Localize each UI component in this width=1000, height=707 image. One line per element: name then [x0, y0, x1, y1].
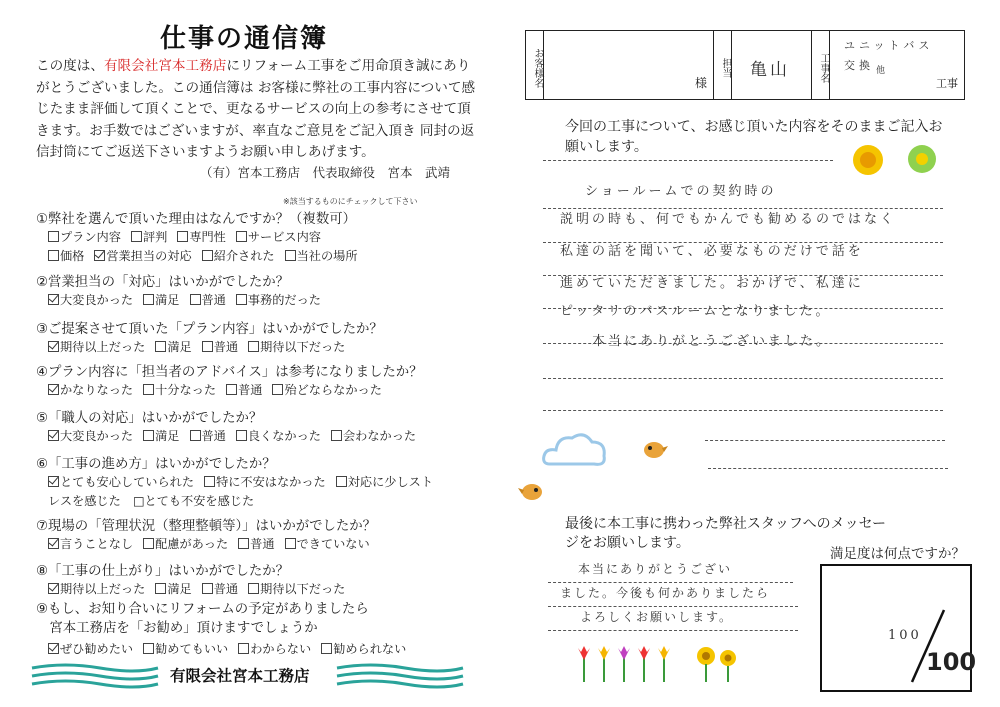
checked-checkbox[interactable]	[48, 583, 59, 594]
checkbox[interactable]	[331, 430, 342, 441]
option	[48, 475, 194, 489]
checkbox[interactable]	[143, 538, 154, 549]
checkbox[interactable]	[238, 538, 249, 549]
option	[48, 429, 133, 443]
handwritten-impression-line: 説明の時も、何でもかんでも勧めるのではなく	[560, 212, 897, 227]
staff-value: 亀山	[750, 60, 790, 80]
question-1: ①弊社を選んで頂いた理由はなんですか？（複数可）	[36, 212, 356, 227]
option-label: 満足	[155, 429, 180, 443]
option	[321, 642, 406, 656]
option	[190, 293, 226, 307]
question-1-options	[48, 228, 331, 245]
option-label: 満足	[167, 340, 192, 354]
writing-line	[705, 440, 945, 441]
wave-decoration-left	[30, 660, 160, 690]
option-label: 満足	[167, 582, 192, 596]
option	[190, 429, 226, 443]
check-note: ※該当するものにチェックして下さい	[283, 197, 418, 206]
question-2: ②営業担当の「対応」はいかがでしたか？	[36, 275, 290, 290]
checkbox[interactable]	[285, 538, 296, 549]
option	[202, 249, 275, 263]
option-label: かなりなった	[60, 383, 134, 397]
checkbox[interactable]	[143, 294, 154, 305]
writing-line	[543, 410, 943, 411]
option-label: 紹介された	[213, 249, 275, 263]
bird-icon	[640, 438, 670, 462]
question-5: ⑤「職人の対応」はいかがでしたか？	[36, 411, 263, 426]
option	[236, 429, 321, 443]
work-label: 工事名	[812, 31, 830, 99]
option-label: 大変良かった	[60, 429, 134, 443]
option	[248, 582, 345, 596]
option-label: レスを感じた □とても不安を感じた	[48, 494, 255, 508]
option	[143, 537, 228, 551]
checkbox[interactable]	[143, 384, 154, 395]
option-label: 専門性	[189, 230, 226, 244]
question-1-options	[48, 247, 368, 264]
handwritten-message-line: よろしくお願いします。	[580, 610, 734, 624]
option-label: 期待以上だった	[60, 582, 146, 596]
option-label: 期待以下だった	[260, 340, 346, 354]
option	[177, 230, 226, 244]
checkbox[interactable]	[202, 250, 213, 261]
option-label: 対応に少しスト	[347, 475, 434, 489]
checkbox[interactable]	[236, 294, 247, 305]
work-suffix: 工事	[936, 77, 958, 90]
option-label: 普通	[201, 293, 226, 307]
checkbox[interactable]	[155, 583, 166, 594]
checked-checkbox[interactable]	[48, 294, 59, 305]
option-label: 大変良かった	[60, 293, 134, 307]
option-label: 普通	[201, 429, 226, 443]
checkbox[interactable]	[236, 231, 247, 242]
question-6-options	[48, 492, 264, 509]
checked-checkbox[interactable]	[48, 476, 59, 487]
message-prompt: 最後に本工事に携わった弊社スタッフへのメッセージをお願いします。	[565, 516, 887, 551]
writing-line	[543, 378, 943, 379]
option	[238, 537, 274, 551]
handwritten-impression-line: ショールームでの契約時の	[585, 184, 777, 199]
question-5-options	[48, 427, 426, 444]
checkbox[interactable]	[190, 430, 201, 441]
staff-cell	[732, 31, 812, 99]
writing-line	[548, 630, 798, 631]
option	[204, 475, 326, 489]
question-7: ⑦現場の「管理状況（整理整頓等）」はいかがでしたか？	[36, 519, 377, 534]
option	[272, 383, 382, 397]
option	[48, 230, 121, 244]
option-label: 価格	[60, 249, 85, 263]
flowers-icon	[850, 142, 945, 178]
handwritten-message-line: 本当にありがとうござい	[578, 562, 733, 576]
writing-line	[543, 160, 833, 161]
checkbox[interactable]	[202, 583, 213, 594]
option	[202, 582, 238, 596]
checked-checkbox[interactable]	[48, 643, 59, 654]
option-label: サービス内容	[247, 230, 321, 244]
option-label: 普通	[250, 537, 275, 551]
option-label: 普通	[238, 383, 263, 397]
option	[131, 230, 167, 244]
customer-suffix: 様	[694, 76, 707, 90]
signer: （有）宮本工務店 代表取締役 宮本 武靖	[200, 165, 451, 180]
handwritten-message-line: ました。今後も何かありましたら	[560, 586, 771, 600]
checkbox[interactable]	[177, 231, 188, 242]
question-8-options	[48, 580, 355, 597]
writing-line	[708, 468, 948, 469]
checkbox[interactable]	[248, 583, 259, 594]
work-value-2: 交換	[844, 59, 874, 72]
handwritten-impression-line: 本当にありがとうございました。	[592, 334, 833, 349]
satisfaction-written: 100	[888, 628, 922, 643]
header-table	[525, 30, 965, 100]
option	[285, 537, 370, 551]
option	[143, 642, 228, 656]
option	[285, 249, 358, 263]
option-label: 特に不安はなかった	[216, 475, 326, 489]
option-label: プラン内容	[60, 230, 121, 244]
option	[143, 293, 179, 307]
handwritten-impression-line: 進めていただきました。おかげで、私達に	[560, 276, 864, 291]
customer-label: お客様名	[526, 31, 544, 99]
checkbox[interactable]	[285, 250, 296, 261]
checked-checkbox[interactable]	[48, 538, 59, 549]
footer-company: 有限会社宮本工務店	[170, 667, 310, 685]
option-label: 期待以上だった	[60, 340, 146, 354]
impressions-prompt: 今回の工事について、お感じ頂いた内容をそのままご記入お願いします。	[565, 119, 943, 155]
checkbox[interactable]	[143, 643, 154, 654]
option	[48, 494, 254, 508]
option-label: ぜひ勧めたい	[60, 642, 134, 656]
work-value-3: 他	[876, 66, 889, 76]
option-label: 殆どならなかった	[284, 383, 382, 397]
checkbox[interactable]	[155, 341, 166, 352]
checkbox[interactable]	[202, 341, 213, 352]
question-6: ⑥「工事の進め方」はいかがでしたか？	[36, 457, 276, 472]
checked-checkbox[interactable]	[48, 430, 59, 441]
option-label: 評判	[142, 230, 168, 244]
checkbox[interactable]	[48, 250, 59, 261]
option	[48, 582, 145, 596]
option	[143, 429, 179, 443]
option-label: とても安心していられた	[60, 475, 195, 489]
checkbox[interactable]	[238, 643, 249, 654]
checkbox[interactable]	[236, 430, 247, 441]
option	[94, 249, 191, 263]
option	[48, 383, 133, 397]
page-title: 仕事の通信簿	[160, 24, 329, 54]
option-label: 営業担当の対応	[106, 249, 192, 263]
option-label: 良くなかった	[247, 429, 321, 443]
option-label: できていない	[296, 537, 370, 551]
option	[248, 340, 345, 354]
question-8: ⑧「工事の仕上がり」はいかがでしたか？	[36, 564, 290, 579]
checked-checkbox[interactable]	[48, 341, 59, 352]
checkbox[interactable]	[48, 231, 59, 242]
option	[155, 340, 191, 354]
option	[48, 537, 133, 551]
question-4: ④プラン内容に「担当者のアドバイス」は参考になりましたか？	[36, 365, 423, 380]
option	[236, 230, 321, 244]
satisfaction-question: 満足度は何点ですか？	[830, 546, 965, 562]
option-label: 言うことなし	[60, 537, 134, 551]
intro-company: 有限会社宮本工務店	[103, 58, 227, 74]
question-6-options	[48, 473, 443, 490]
work-value-1: ユニットバス	[844, 39, 934, 52]
option-label: 当社の場所	[296, 249, 358, 263]
checkbox[interactable]	[190, 294, 201, 305]
question-4-options	[48, 381, 392, 398]
intro-prefix: この度は、	[36, 58, 104, 74]
writing-line	[548, 582, 793, 583]
question-7-options	[48, 535, 380, 552]
option	[143, 383, 216, 397]
option-label: 事務的だった	[247, 293, 321, 307]
checkbox[interactable]	[272, 384, 283, 395]
option	[236, 293, 321, 307]
option	[336, 475, 433, 489]
cloud-icon	[540, 428, 610, 472]
option	[48, 340, 145, 354]
option	[202, 340, 238, 354]
question-3-options	[48, 338, 355, 355]
option-label: 満足	[155, 293, 180, 307]
checkbox[interactable]	[248, 341, 259, 352]
option-label: 期待以下だった	[260, 582, 346, 596]
tulips-icon	[574, 638, 744, 684]
staff-label: 担当	[714, 31, 732, 99]
checkbox[interactable]	[336, 476, 347, 487]
checkbox[interactable]	[143, 430, 154, 441]
wave-decoration-right	[335, 660, 465, 690]
option	[238, 642, 311, 656]
option-label: 十分なった	[155, 383, 217, 397]
customer-cell	[544, 31, 714, 99]
question-9-options	[48, 640, 416, 657]
checkbox[interactable]	[321, 643, 332, 654]
option	[48, 249, 84, 263]
intro-paragraph	[36, 56, 481, 164]
question-9: ⑨もし、お知り合いにリフォームの予定がありましたら 宮本工務店を「お勧め」頂けますでしょうか	[36, 602, 369, 636]
option-label: わからない	[250, 642, 312, 656]
option	[155, 582, 191, 596]
option-label: 勧められない	[333, 642, 407, 656]
intro-body: にリフォーム工事をご用命頂き誠にありがとうございました。この通信簿は お客様に弊社の工事内容について感じたまま評価して頂くことで、更なるサービスの向上の参考にさせて頂きます。お手数ではございますが、率直なご意見をご記入頂き 同封の返信封筒にてご返送下さいますようお願い申しあげます。	[36, 58, 476, 160]
option-label: 配慮があった	[155, 537, 229, 551]
question-3: ③ご提案させて頂いた「プラン内容」はいかがでしたか？	[36, 322, 383, 337]
satisfaction-max: 100	[926, 648, 977, 676]
bird-icon-2	[518, 480, 548, 504]
question-2-options	[48, 291, 331, 308]
option-label: 普通	[213, 582, 239, 596]
checkbox[interactable]	[131, 231, 142, 242]
option-label: 普通	[213, 340, 239, 354]
option-label: 会わなかった	[343, 429, 417, 443]
option	[48, 293, 133, 307]
writing-line	[548, 606, 798, 607]
satisfaction-score-box	[820, 564, 977, 692]
work-cell	[830, 31, 964, 99]
handwritten-impression-line: 私達の話を聞いて、必要なものだけで話を	[560, 244, 864, 259]
checked-checkbox[interactable]	[48, 384, 59, 395]
checked-checkbox[interactable]	[94, 250, 105, 261]
option-label: 勧めてもいい	[155, 642, 229, 656]
handwritten-impression-line: ピッタリのバスルームとなりました。	[560, 304, 832, 319]
option	[48, 642, 133, 656]
option	[226, 383, 262, 397]
checkbox[interactable]	[204, 476, 215, 487]
option	[331, 429, 416, 443]
checkbox[interactable]	[226, 384, 237, 395]
